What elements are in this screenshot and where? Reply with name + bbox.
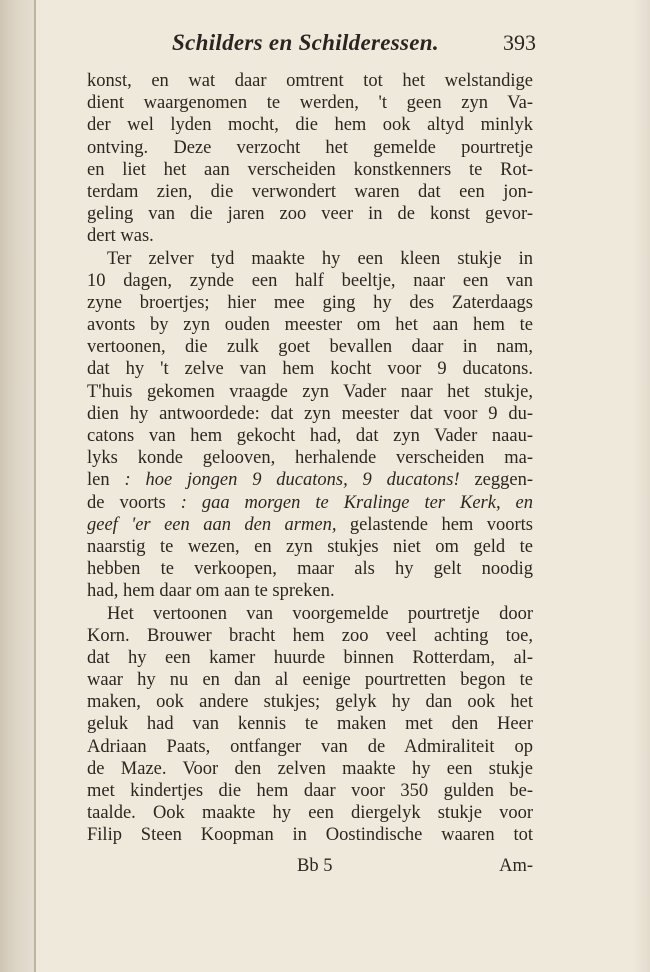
line-text: de voorts [87,492,166,513]
line-text: zyne broertjes; hier mee ging hy des Zaterdaags [87,292,533,313]
running-head: Schilders en Schilderessen. [172,30,439,55]
text-line [87,270,533,292]
text-line [87,736,533,758]
line-text: maken, ook andere stukjes; gelyk hy dan ook het [87,692,533,713]
text-line [87,358,533,380]
text-line [87,336,533,358]
line-text: naarstig te wezen, en zyn stukjes niet om geld te [87,536,533,557]
line-text: dat hy 't zelve van hem kocht voor 9 ducatons. [87,359,533,380]
text-line [87,114,533,136]
text-line [87,381,533,403]
text-line [87,713,533,735]
text-line [87,225,533,247]
line-text: dient waargenomen te werden, 't geen zyn Va- [87,93,533,114]
line-text: geling van die jaren zoo veer in de konst gevor- [87,204,533,225]
italic-phrase: : gaa morgen te Kralinge ter Kerk, en [180,492,534,513]
line-text: en liet het aan verscheiden konstkenners te Rot- [87,159,533,180]
body-text [87,70,533,847]
text-line [87,403,533,425]
line-text: lyks konde gelooven, herhalende verscheiden ma- [87,448,533,469]
line-text: terdam zien, die verwondert waren dat een jon- [87,181,533,202]
text-line [87,92,533,114]
text-line [87,536,533,558]
page-header [120,30,536,66]
line-text: waar hy nu en dan al eenige pourtretten begon te [87,670,533,691]
page-edge-shadow [632,0,650,972]
line-text: hebben te verkoopen, maar als hy gelt noodig [87,559,533,580]
text-line [87,802,533,824]
text-line [87,625,533,647]
text-line [87,469,533,491]
text-line [87,558,533,580]
page-number: 393 [503,30,536,55]
line-text: met kindertjes die hem daar voor 350 gulden be- [87,781,533,801]
line-text: konst, en wat daar omtrent tot het welstandige [87,71,533,91]
line-text: der wel lyden mocht, die hem ook altyd minlyk [87,115,533,136]
text-line [87,758,533,780]
line-text: Adriaan Paats, ontfanger van de Admiraliteit op [87,736,533,757]
line-text: de Maze. Voor den zelven maakte hy een stukje [87,758,533,779]
line-text: len [87,470,110,491]
text-line [87,181,533,203]
text-line [87,580,533,602]
signature-mark: Bb 5 [297,856,333,876]
text-line [87,669,533,691]
text-line [87,70,533,92]
italic-phrase: geef 'er een aan den armen, [87,514,337,535]
text-line [87,603,533,625]
line-text: dat hy een kamer huurde binnen Rotterdam, al- [87,647,533,668]
line-text: T'huis gekomen vraagde zyn Vader naar het stukje, [87,381,533,402]
text-line [87,647,533,669]
line-text: Korn. Brouwer bracht hem zoo veel achting toe, [87,625,533,646]
line-text: dert was. [87,226,154,247]
text-line [87,780,533,802]
line-text: Filip Steen Koopman in Oostindische waaren tot [87,825,533,846]
line-text: catons van hem gekocht had, dat zyn Vader naau- [87,426,533,446]
text-line [87,203,533,225]
line-text: had, hem daar om aan te spreken. [87,581,335,602]
line-text-continuation: gelastende hem voorts [349,514,533,535]
line-text: taalde. Ook maakte hy een diergelyk stukje voor [87,803,533,824]
text-line [87,314,533,336]
page-footer [87,856,533,880]
line-text: Het vertoonen van voorgemelde pourtretje door [107,603,533,624]
line-text: geluk had van kennis te maken met den Heer [87,714,533,735]
book-binding [0,0,36,972]
text-line [87,248,533,270]
line-text: dien hy antwoordede: dat zyn meester dat voor 9 du- [87,403,533,424]
catchword: Am- [499,856,533,876]
line-text: ontving. Deze verzocht het gemelde pourtretje [87,137,533,158]
line-text-continuation: zeggen- [474,470,533,491]
line-text: avonts by zyn ouden meester om het aan hem te [87,315,533,336]
line-text: vertoonen, die zulk goet bevallen daar in nam, [87,337,533,358]
text-line [87,824,533,846]
line-text: 10 dagen, zynde een half beeltje, naar een van [87,270,533,291]
text-line [87,492,533,514]
italic-phrase: : hoe jongen 9 ducatons, 9 ducatons! [124,470,460,491]
text-line [87,425,533,447]
text-line [87,447,533,469]
text-line [87,691,533,713]
text-line [87,514,533,536]
line-text: Ter zelver tyd maakte hy een kleen stukje in [107,248,533,269]
text-line [87,159,533,181]
text-line [87,292,533,314]
text-line [87,137,533,159]
